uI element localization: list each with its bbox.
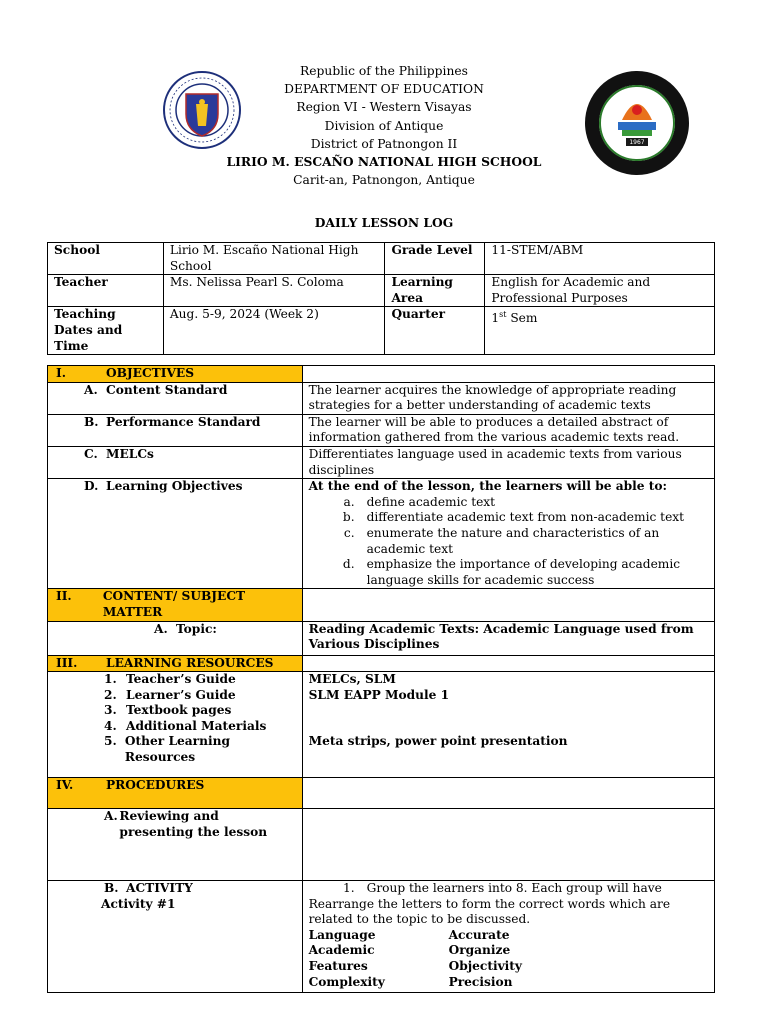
document-title: DAILY LESSON LOG: [314, 215, 454, 230]
word-item: Features: [308, 959, 368, 974]
topic-value: Reading Academic Texts: Academic Language used from Various Disciplines: [302, 621, 714, 655]
resource-value-1: MELCs, SLM: [308, 672, 396, 687]
header-address: Carit-an, Patnongon, Antique: [293, 173, 475, 188]
resources-heading: III. LEARNING RESOURCES: [48, 655, 303, 672]
header-school-name: LIRIO M. ESCAÑO NATIONAL HIGH SCHOOL: [226, 154, 542, 170]
activity-sub: Activity #1: [101, 896, 176, 911]
list-item: 4. Additional Materials: [104, 718, 267, 733]
word-item: Precision: [448, 974, 513, 989]
school-value: Lirio M. Escaño National High School: [163, 243, 385, 275]
word-item: Academic: [308, 943, 375, 958]
info-table: [47, 242, 715, 355]
activity-label: B. ACTIVITY Activity #1: [48, 881, 303, 993]
word-item: Complexity: [308, 974, 385, 989]
list-item: a. define academic text: [343, 494, 496, 509]
performance-standard-value: The learner will be able to produces a detailed abstract of information gathered from the various academic texts read.: [302, 414, 714, 446]
list-item: 2. Learner’s Guide: [104, 687, 236, 702]
quarter-value: 1st Sem: [485, 307, 715, 355]
word-item: Organize: [448, 943, 511, 958]
topic-label: A. Topic:: [48, 621, 303, 655]
performance-standard-label: B. Performance Standard: [48, 414, 303, 446]
teaching-dates-value: Aug. 5-9, 2024 (Week 2): [163, 307, 385, 355]
learning-objectives-list: [309, 495, 708, 589]
list-item: d. emphasize the importance of developing academic language skills for academic success: [342, 557, 681, 587]
content-heading: II. CONTENT/ SUBJECT MATTER: [48, 589, 303, 621]
resource-value-2: SLM EAPP Module 1: [308, 687, 450, 702]
activity-description: Rearrange the letters to form the correct words which are related to the topic to be discussed.: [308, 896, 671, 927]
header-line-5: District of Patnongon II: [310, 136, 458, 151]
list-item: b. differentiate academic text from non-academic text: [342, 510, 685, 525]
header-line-3: Region VI - Western Visayas: [296, 100, 472, 115]
learning-area-value: English for Academic and Professional Purposes: [485, 275, 715, 307]
teacher-label: Teacher: [48, 275, 164, 307]
reviewing-label: A. Reviewing and presenting the lesson: [48, 809, 303, 881]
school-seal-year: 1967: [629, 139, 645, 146]
header-line-4: Division of Antique: [324, 118, 444, 133]
content-standard-label: A. Content Standard: [48, 382, 303, 414]
header-line-2: DEPARTMENT OF EDUCATION: [284, 82, 484, 97]
melcs-label: C. MELCs: [48, 446, 303, 478]
teaching-dates-label: Teaching Dates and Time: [48, 307, 164, 355]
content-standard-value: The learner acquires the knowledge of appropriate reading strategies for a better understanding of academic texts: [302, 382, 714, 414]
list-item: 3. Textbook pages: [104, 703, 232, 718]
melcs-value: Differentiates language used in academic texts from various disciplines: [302, 446, 714, 478]
list-item: 5. Other Learning Resources: [104, 734, 230, 765]
word-item: Accurate: [448, 927, 510, 942]
list-item: c. enumerate the nature and characteristics of an academic text: [343, 525, 660, 556]
header-line-1: Republic of the Philippines: [300, 64, 468, 78]
procedures-heading: IV. PROCEDURES: [48, 778, 303, 809]
list-item: 1. Teacher’s Guide: [104, 672, 236, 687]
activity-value: 1. Group the learners into 8. Each group will have Rearrange the letters to form the correct words which are related to the topic to be discussed. Language Accurate Academic Organize Features Objectivity Complexity Precision: [302, 881, 714, 993]
resources-list: [48, 672, 303, 778]
lesson-plan-table: [47, 365, 715, 993]
activity-step: Group the learners into 8. Each group will have: [366, 881, 662, 896]
learning-objectives-intro: At the end of the lesson, the learners will be able to:: [308, 479, 668, 494]
word-list: [309, 928, 708, 990]
teacher-value: Ms. Nelissa Pearl S. Coloma: [163, 275, 385, 307]
word-item: Language: [308, 927, 376, 942]
document-header: [160, 62, 608, 189]
objectives-heading: I. OBJECTIVES: [48, 366, 303, 383]
school-label: School: [48, 243, 164, 275]
quarter-label: Quarter: [385, 307, 485, 355]
learning-objectives-label: D. Learning Objectives: [48, 479, 303, 589]
grade-level-value: 11-STEM/ABM: [485, 243, 715, 275]
grade-level-label: Grade Level: [385, 243, 485, 275]
learning-area-label: Learning Area: [385, 275, 485, 307]
word-item: Objectivity: [448, 959, 522, 974]
resources-values: [302, 672, 714, 778]
learning-objectives-value: [302, 479, 714, 589]
resource-value-5: Meta strips, power point presentation: [308, 734, 568, 749]
